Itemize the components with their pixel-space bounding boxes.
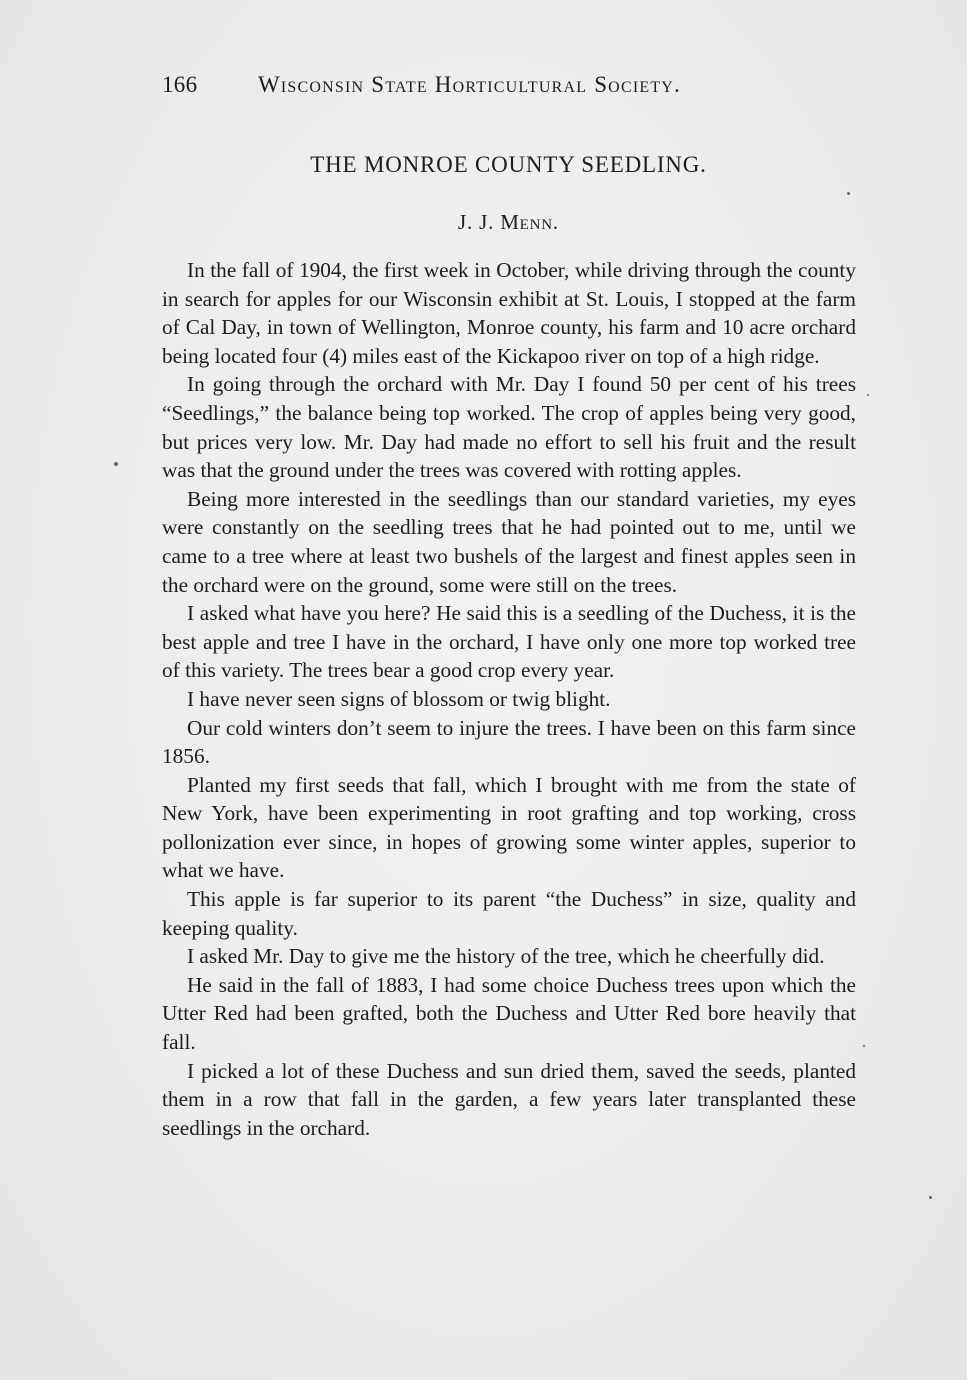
paragraph: He said in the fall of 1883, I had some choice Duchess trees upon which the Utter Red had been grafted, both the Duchess and Utter Red bore heavily that fall.	[162, 972, 856, 1055]
paper-speck	[929, 1196, 932, 1199]
paragraph: In going through the orchard with Mr. Day I found 50 per cent of his trees “Seedlings,” the balance being top worked. The crop of apples being very good, but prices very low. Mr. Day had made no effort to sell his fruit and the result was that the ground under the trees was covered with rotting apples.	[162, 372, 856, 483]
paper-speck	[867, 394, 869, 396]
running-head	[162, 72, 862, 104]
page-number: 166	[162, 72, 198, 97]
paragraph: I asked what have you here? He said this is a seedling of the Duchess, it is the best apple and tree I have in the orchard, I have only one more top worked tree of this variety. The trees bear a good crop every year.	[162, 601, 856, 683]
paragraph: I have never seen signs of blossom or twig blight.	[187, 686, 611, 711]
paragraph: In the fall of 1904, the first week in October, while driving through the county in search for apples for our Wisconsin exhibit at St. Louis, I stopped at the farm of Cal Day, in town of Wellington, Monroe county, his farm and 10 acre orchard being located four (4) miles east of the Kickapoo river on top of a high ridge.	[162, 258, 856, 368]
paragraph: I picked a lot of these Duchess and sun dried them, saved the seeds, planted them in a row that fall in the garden, a few years later transplanted these seedlings in the orchard.	[162, 1058, 856, 1140]
article-author: J. J. Menn.	[458, 210, 559, 234]
journal-title: Wisconsin State Horticultural Society.	[258, 72, 681, 97]
paper-speck	[847, 192, 850, 195]
paragraph: This apple is far superior to its parent “the Duchess” in size, quality and keeping quality.	[162, 887, 856, 940]
paragraph: I asked Mr. Day to give me the history of the tree, which he cheerfully did.	[187, 944, 825, 969]
paper-speck	[114, 462, 118, 466]
paper-speck	[863, 1045, 865, 1047]
article-title: THE MONROE COUNTY SEEDLING.	[310, 152, 707, 177]
paragraph: Planted my first seeds that fall, which I brought with me from the state of New York, have been experimenting in root grafting and top working, cross pollonization ever since, in hopes of growing some winter apples, superior to what we have.	[162, 772, 856, 883]
paragraph: Our cold winters don’t seem to injure the trees. I have been on this farm since 1856.	[162, 715, 856, 769]
article-body	[162, 256, 856, 1142]
paragraph: Being more interested in the seedlings than our standard varieties, my eyes were constantly on the seedling trees that he had pointed out to me, until we came to a tree where at least two bushels of the largest and finest apples seen in the orchard were on the ground, some were still on the trees.	[162, 486, 856, 597]
